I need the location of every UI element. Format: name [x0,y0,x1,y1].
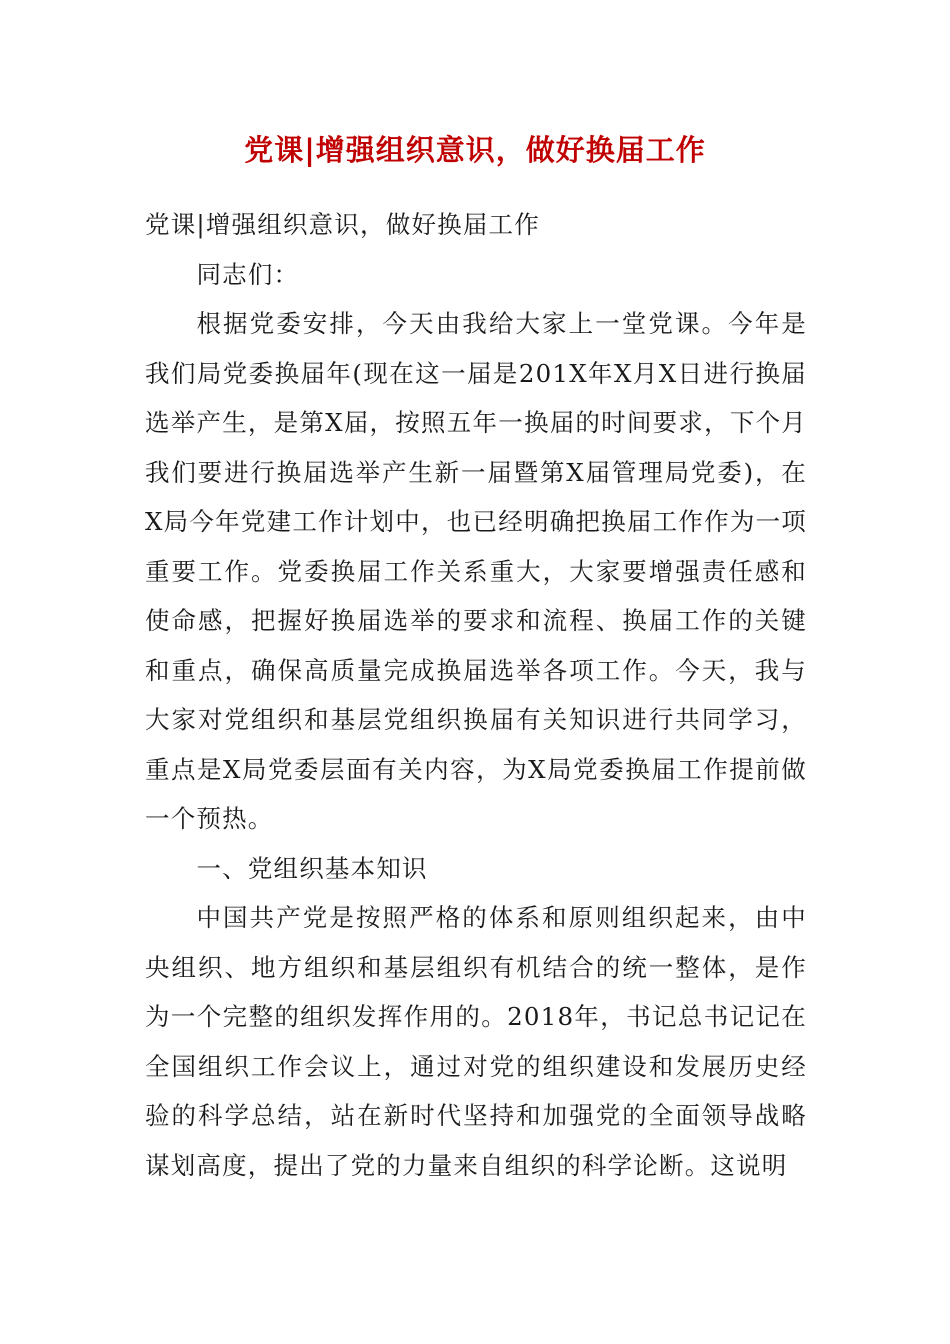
document-title: 党课|增强组织意识，做好换届工作 [244,133,706,167]
intro-paragraph: 根据党委安排，今天由我给大家上一堂党课。今年是我们局党委换届年(现在这一届是201X年X月X日进行换届选举产生，是第X届，按照五年一换届的时间要求，下个月我们要进行换届选举产生新一届暨第X届管理局党委)，在X局今年党建工作计划中，也已经明确把换届工作作为一项重要工作。党委换届工作关系重大，大家要增强责任感和使命感，把握好换届选举的要求和流程、换届工作的关键和重点，确保高质量完成换届选举各项工作。今天，我与大家对党组织和基层党组织换届有关知识进行共同学习，重点是X局党委层面有关内容，为X局党委换届工作提前做一个预热。 [145,309,807,833]
salutation: 同志们： [196,259,300,289]
body-heading-line: 党课|增强组织意识，做好换届工作 [145,210,540,239]
section-1-paragraph: 中国共产党是按照严格的体系和原则组织起来，由中央组织、地方组织和基层组织有机结合的统一整体，是作为一个完整的组织发挥作用的。2018年，书记总书记记在全国组织工作会议上，通过对党的组织建设和发展历史经验的科学总结，站在新时代坚持和加强党的全面领导战略谋划高度，提出了党的力量来自组织的科学论断。这说明 [145,903,807,1180]
section-heading-1: 一、党组织基本知识 [196,853,428,883]
document-body [145,200,807,1190]
